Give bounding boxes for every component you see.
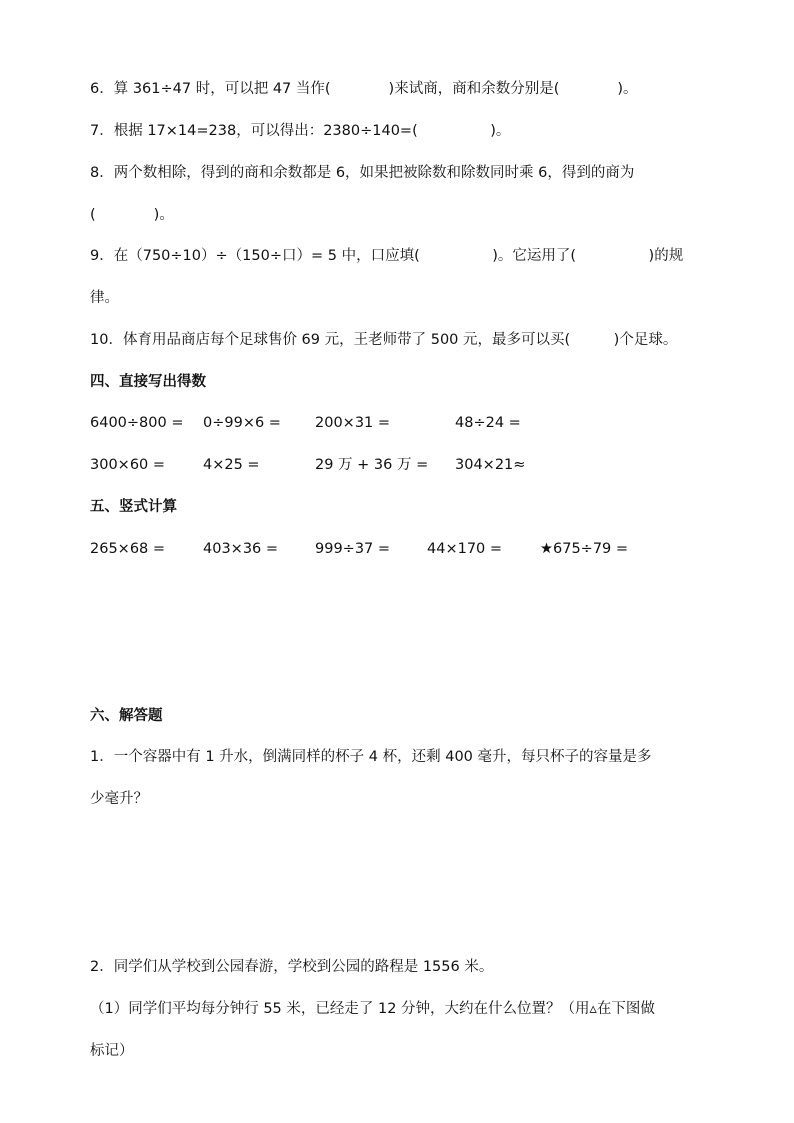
calc-item: 0÷99×6 = [203, 415, 281, 431]
problem-2-part-1-line1: （1）同学们平均每分钟行 55 米，已经走了 12 分钟，大约在什么位置？（用▵在下图做 [90, 1001, 655, 1017]
problem-2: 2．同学们从学校到公园春游，学校到公园的路程是 1556 米。 [90, 959, 494, 975]
calc-item: 6400÷800 = [90, 415, 184, 431]
calc-item: 200×31 = [315, 415, 391, 431]
calc-item: 29 万 + 36 万 = [315, 457, 429, 473]
question-6: 6．算 361÷47 时，可以把 47 当作( )来试商，商和余数分别是( )。 [90, 81, 638, 97]
question-8-line1: 8．两个数相除，得到的商和余数都是 6，如果把被除数和除数同时乘 6，得到的商为 [90, 165, 635, 181]
question-8-line2: ( )。 [90, 207, 174, 223]
section-5-heading: 五、竖式计算 [90, 499, 177, 515]
calc-item: 403×36 = [203, 541, 279, 557]
calc-item: 265×68 = [90, 541, 166, 557]
calc-item: 44×170 = [427, 541, 503, 557]
calc-item: 4×25 = [203, 457, 260, 473]
question-7: 7．根据 17×14=238，可以得出：2380÷140=( )。 [90, 123, 511, 139]
section-6-heading: 六、解答题 [90, 708, 163, 724]
calc-item: ★675÷79 = [540, 541, 629, 557]
section-4-heading: 四、直接写出得数 [90, 374, 206, 390]
question-10: 10．体育用品商店每个足球售价 69 元，王老师带了 500 元，最多可以买( )个足球。 [90, 332, 678, 348]
question-9-line1: 9．在（750÷10）÷（150÷口）= 5 中，口应填( )。它运用了( )的规 [90, 248, 684, 264]
question-9-line2: 律。 [90, 290, 119, 306]
calc-item: 48÷24 = [455, 415, 521, 431]
problem-1-line1: 1．一个容器中有 1 升水，倒满同样的杯子 4 杯，还剩 400 毫升，每只杯子的容量是多 [90, 749, 652, 765]
calc-item: 999÷37 = [315, 541, 391, 557]
problem-1-line2: 少毫升？ [90, 791, 148, 807]
calc-item: 300×60 = [90, 457, 166, 473]
calc-item: 304×21≈ [455, 457, 526, 473]
problem-2-part-1-line2: 标记） [90, 1043, 134, 1059]
